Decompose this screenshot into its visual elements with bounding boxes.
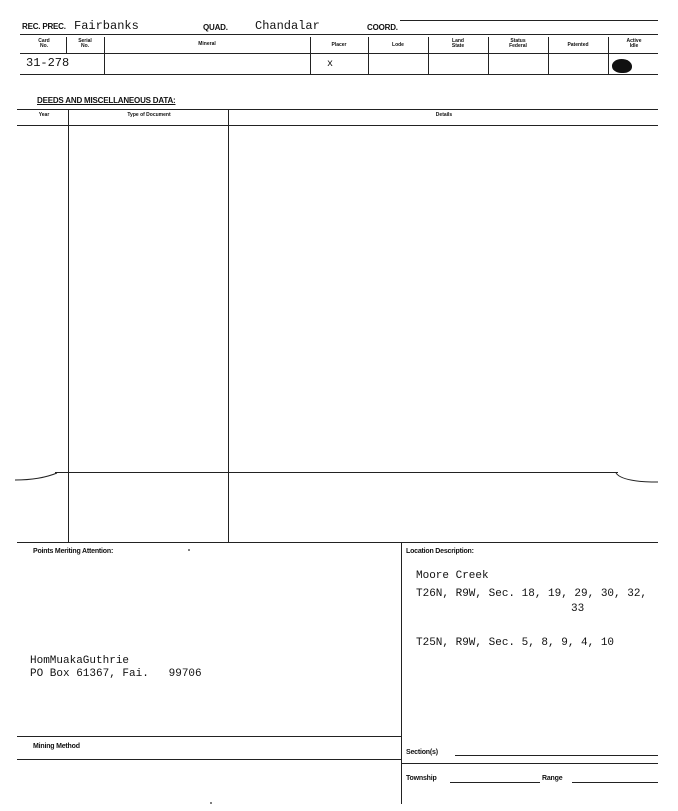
col-divider — [548, 37, 549, 74]
location-label: Location Description: — [406, 548, 474, 555]
card-no-value: 31-278 — [26, 56, 70, 70]
col-details: Details — [435, 112, 453, 118]
rec-prec-value: Fairbanks — [74, 19, 139, 33]
col-placer: Placer — [331, 42, 347, 48]
col-status-federal: Status Federal — [509, 38, 527, 49]
deeds-bottom-rule — [17, 542, 658, 543]
location-line-2: T26N, R9W, Sec. 18, 19, 29, 30, 32, — [416, 588, 648, 600]
col-card-no: Card No. — [38, 38, 50, 49]
col-divider — [310, 37, 311, 74]
header-bottom-rule — [20, 53, 658, 54]
col-serial-no: Serial No. — [78, 38, 92, 49]
points-label: Points Meriting Attention: — [33, 548, 114, 555]
ink-blot-mark — [612, 59, 632, 73]
location-line-1: Moore Creek — [416, 570, 489, 582]
col-type-of-document: Type of Document — [127, 112, 171, 118]
mining-method-label: Mining Method — [33, 743, 80, 750]
col-divider — [66, 37, 67, 53]
col-divider — [104, 37, 105, 74]
deeds-title: DEEDS AND MISCELLANEOUS DATA: — [37, 96, 176, 105]
col-active-idle: Active Idle — [626, 38, 642, 49]
col-land-state: Land State — [451, 38, 465, 49]
record-bottom-rule — [20, 74, 658, 75]
col-lode: Lode — [392, 42, 404, 48]
col-divider — [368, 37, 369, 74]
placer-mark: x — [327, 59, 334, 70]
deeds-top-rule — [17, 109, 658, 110]
coord-rule — [400, 20, 658, 21]
lower-divider — [401, 542, 402, 804]
mining-bottom-rule — [17, 759, 401, 760]
col-year: Year — [38, 112, 50, 118]
coord-label: COORD. — [367, 23, 398, 32]
comments-line: HomMuakaGuthrie — [30, 655, 130, 667]
col-mineral: Mineral — [198, 41, 216, 47]
range-label: Range — [542, 775, 563, 782]
fold-curve-left — [15, 470, 60, 484]
deeds-header-rule — [17, 125, 658, 126]
col-patented: Patented — [567, 42, 589, 48]
township-field[interactable] — [450, 782, 540, 783]
year-col-line — [68, 110, 69, 542]
top-rule — [20, 34, 658, 35]
sections-field[interactable] — [455, 755, 658, 756]
mining-top-rule — [17, 736, 401, 737]
township-label: Township — [406, 775, 437, 782]
location-line-3: 33 — [571, 603, 585, 615]
col-divider — [428, 37, 429, 74]
location-line-4: T25N, R9W, Sec. 5, 8, 9, 4, 10 — [416, 637, 615, 649]
fold-curve-right — [614, 470, 660, 486]
type-col-line — [228, 110, 229, 542]
quad-label: QUAD. — [203, 23, 228, 32]
sections-rule — [401, 763, 658, 764]
col-divider — [488, 37, 489, 74]
col-divider — [608, 37, 609, 74]
fold-line — [55, 472, 618, 473]
address-line: PO Box 61367, Fai. 99706 — [30, 668, 202, 680]
quad-value: Chandalar — [255, 19, 320, 33]
stray-dot — [210, 802, 212, 804]
stray-dot — [188, 549, 190, 551]
rec-prec-label: REC. PREC. — [22, 22, 66, 31]
sections-label: Section(s) — [406, 749, 438, 756]
range-field[interactable] — [572, 782, 658, 783]
